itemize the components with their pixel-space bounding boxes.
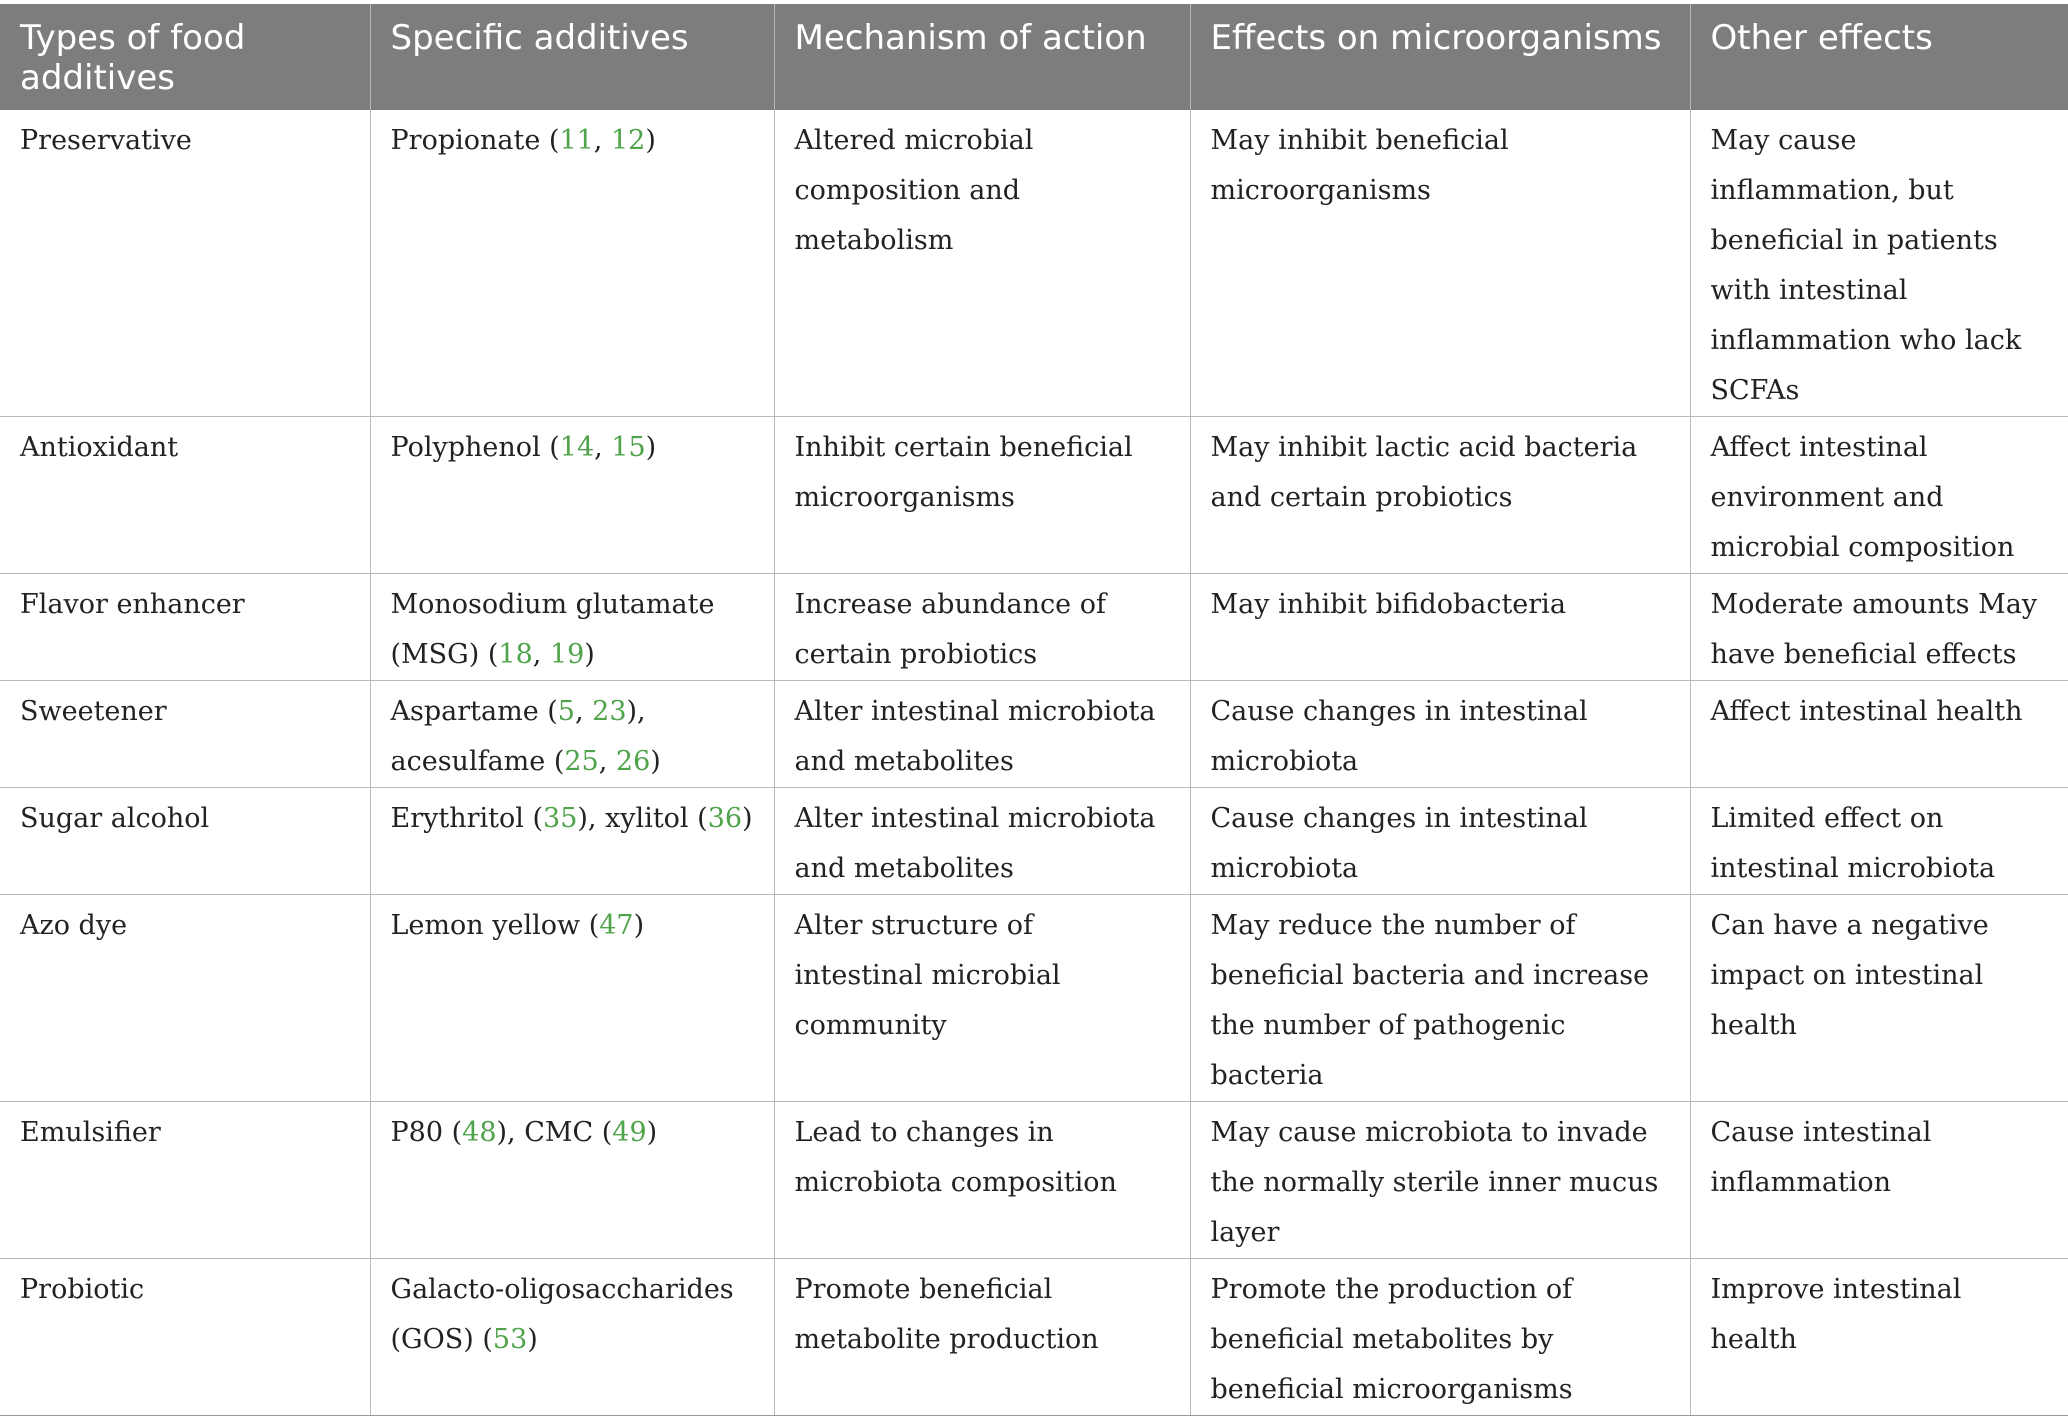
additive-text: ), acesulfame ( <box>390 696 646 777</box>
food-additives-table-container <box>0 4 2068 1416</box>
cell-mechanism: Lead to changes in microbiota composition <box>774 1102 1190 1259</box>
header-row <box>0 4 2068 110</box>
cell-type: Sweetener <box>0 681 370 788</box>
additive-text: ) <box>650 746 661 777</box>
cell-type: Antioxidant <box>0 417 370 574</box>
cell-effects: May inhibit lactic acid bacteria and certain probiotics <box>1190 417 1690 574</box>
reference-link[interactable]: 12 <box>610 125 646 156</box>
table-body <box>0 110 2068 1416</box>
cell-mechanism: Alter intestinal microbiota and metabolites <box>774 788 1190 895</box>
reference-link[interactable]: 18 <box>498 639 533 670</box>
cell-other-effects: Affect intestinal health <box>1690 681 2068 788</box>
additive-text: Propionate ( <box>390 125 560 156</box>
reference-link[interactable]: 5 <box>557 696 575 727</box>
table-row <box>0 788 2068 895</box>
cell-effects: May cause microbiota to invade the normally sterile inner mucus layer <box>1190 1102 1690 1259</box>
cell-specific-additive <box>370 681 774 788</box>
additive-text: Lemon yellow ( <box>390 910 600 941</box>
additive-text: , <box>574 696 593 727</box>
cell-specific-additive <box>370 417 774 574</box>
cell-specific-additive <box>370 110 774 417</box>
cell-mechanism: Altered microbial composition and metabolism <box>774 110 1190 417</box>
cell-specific-additive <box>370 1259 774 1416</box>
cell-specific-additive <box>370 788 774 895</box>
additive-text: ), CMC ( <box>496 1117 613 1148</box>
table-row <box>0 574 2068 681</box>
reference-link[interactable]: 47 <box>599 910 634 941</box>
cell-effects: Promote the production of beneficial metabolites by beneficial microorganisms <box>1190 1259 1690 1416</box>
header-effects-on-microorganisms: Effects on microorganisms <box>1190 4 1690 110</box>
cell-effects: Cause changes in intestinal microbiota <box>1190 788 1690 895</box>
cell-type: Preservative <box>0 110 370 417</box>
cell-type: Probiotic <box>0 1259 370 1416</box>
additive-text: ) <box>645 432 657 463</box>
cell-effects: May inhibit bifidobacteria <box>1190 574 1690 681</box>
reference-link[interactable]: 53 <box>492 1324 528 1355</box>
cell-effects: Cause changes in intestinal microbiota <box>1190 681 1690 788</box>
cell-specific-additive <box>370 895 774 1102</box>
table-row <box>0 110 2068 417</box>
table-row <box>0 895 2068 1102</box>
additive-text: ) <box>527 1324 538 1355</box>
cell-mechanism: Alter structure of intestinal microbial community <box>774 895 1190 1102</box>
cell-type: Emulsifier <box>0 1102 370 1259</box>
reference-link[interactable]: 48 <box>462 1117 497 1148</box>
additive-text: ) <box>742 803 753 834</box>
cell-other-effects: Affect intestinal environment and microbial composition <box>1690 417 2068 574</box>
additive-text: ) <box>645 125 656 156</box>
additive-text: , <box>594 432 612 463</box>
reference-link[interactable]: 26 <box>615 746 651 777</box>
reference-link[interactable]: 14 <box>559 432 595 463</box>
cell-other-effects: Cause intestinal inflammation <box>1690 1102 2068 1259</box>
reference-link[interactable]: 11 <box>559 125 594 156</box>
reference-link[interactable]: 49 <box>612 1117 647 1148</box>
reference-link[interactable]: 35 <box>543 803 578 834</box>
table-header <box>0 4 2068 110</box>
cell-mechanism: Promote beneficial metabolite production <box>774 1259 1190 1416</box>
food-additives-table <box>0 4 2068 1416</box>
table-row <box>0 417 2068 574</box>
cell-type: Sugar alcohol <box>0 788 370 895</box>
table-row <box>0 1259 2068 1416</box>
cell-other-effects: Improve intestinal health <box>1690 1259 2068 1416</box>
header-mechanism-of-action: Mechanism of action <box>774 4 1190 110</box>
reference-link[interactable]: 15 <box>611 432 646 463</box>
reference-link[interactable]: 23 <box>592 696 627 727</box>
cell-mechanism: Increase abundance of certain probiotics <box>774 574 1190 681</box>
cell-effects: May reduce the number of beneficial bacteria and increase the number of pathogenic bacteria <box>1190 895 1690 1102</box>
cell-mechanism: Inhibit certain beneficial microorganisms <box>774 417 1190 574</box>
table-row <box>0 681 2068 788</box>
cell-type: Azo dye <box>0 895 370 1102</box>
additive-text: Erythritol ( <box>390 803 544 834</box>
additive-text: Monosodium glutamate (MSG) ( <box>390 589 715 670</box>
additive-text: ), xylitol ( <box>577 803 708 834</box>
additive-text: Aspartame ( <box>390 696 558 727</box>
additive-text: , <box>598 746 616 777</box>
reference-link[interactable]: 36 <box>707 803 743 834</box>
cell-effects: May inhibit beneficial microorganisms <box>1190 110 1690 417</box>
cell-other-effects: Limited effect on intestinal microbiota <box>1690 788 2068 895</box>
additive-text: Galacto-oligosaccharides (GOS) ( <box>390 1274 734 1355</box>
additive-text: , <box>593 125 611 156</box>
cell-specific-additive <box>370 1102 774 1259</box>
reference-link[interactable]: 25 <box>564 746 599 777</box>
table-row <box>0 1102 2068 1259</box>
additive-text: ) <box>646 1117 658 1148</box>
additive-text: P80 ( <box>390 1117 463 1148</box>
additive-text: ) <box>633 910 645 941</box>
header-specific-additives: Specific additives <box>370 4 774 110</box>
cell-other-effects: Can have a negative impact on intestinal health <box>1690 895 2068 1102</box>
cell-other-effects: May cause inflammation, but beneficial in patients with intestinal inflammation who lack SCFAs <box>1690 110 2068 417</box>
cell-other-effects: Moderate amounts May have beneficial effects <box>1690 574 2068 681</box>
cell-mechanism: Alter intestinal microbiota and metabolites <box>774 681 1190 788</box>
reference-link[interactable]: 19 <box>549 639 585 670</box>
cell-specific-additive <box>370 574 774 681</box>
additive-text: ) <box>584 639 595 670</box>
additive-text: Polyphenol ( <box>390 432 560 463</box>
additive-text: , <box>532 639 550 670</box>
header-types-of-food-additives: Types of food additives <box>0 4 370 110</box>
header-other-effects: Other effects <box>1690 4 2068 110</box>
cell-type: Flavor enhancer <box>0 574 370 681</box>
